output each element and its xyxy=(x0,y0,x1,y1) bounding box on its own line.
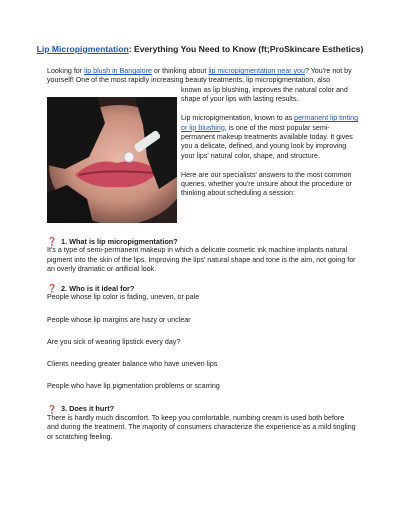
intro-paragraph xyxy=(47,67,355,86)
question-title: 1. What is lip micropigmentation? xyxy=(60,237,178,246)
right-paragraph-3: Here are our specialists' answers to the most common queries, whether you're unsure about the procedure or thinking about scheduling a session: xyxy=(181,170,352,198)
list-item: Are you sick of wearing lipstick every day? xyxy=(47,337,181,346)
answer-text: It's a type of semi-permanent makeup in which a delicate cosmetic ink machine implants natural pigment into the skin of the lips. Improving the lips' natural shape and tone is the aim, not going for an overly dramatic or artificial look. xyxy=(47,246,356,274)
right-paragraph-2 xyxy=(181,114,361,161)
question-heading xyxy=(47,237,357,246)
list-item: People whose lip margins are hazy or unclear xyxy=(47,315,191,324)
list-item: People who have lip pigmentation problems or scarring xyxy=(47,382,220,391)
right-paragraph-1: known as lip blushing, improves the natural color and shape of your lips with lasting results. xyxy=(181,86,348,104)
faq-item-1 xyxy=(47,237,357,275)
question-title: 2. Who is it ideal for? xyxy=(60,284,135,294)
permanent-lip-tinting-link[interactable]: permanent lip tinting or lip blushing xyxy=(181,114,359,132)
question-heading xyxy=(47,284,357,293)
list-item: Clients needing greater balance who have uneven lips xyxy=(47,360,218,369)
question-heading xyxy=(47,404,357,413)
faq-item-3 xyxy=(47,404,357,442)
faq-section xyxy=(47,237,357,451)
procedure-photo xyxy=(47,97,177,223)
list-item: People whose lip color is fading, uneven, or pale xyxy=(47,293,200,302)
intro-text-3: ? You're not by yourself! One of the most rapidly increasing beauty treatments, lip micropigmentation, also xyxy=(47,67,352,85)
title-link[interactable]: Lip Micropigmentation xyxy=(36,44,129,54)
intro-text-2: or thinking about xyxy=(151,67,209,75)
faq-item-2 xyxy=(47,284,357,392)
lip-blush-bangalore-link[interactable]: lip blush in Bangalore xyxy=(84,67,152,75)
right-p2-text-a: Lip micropigmentation, known to as xyxy=(181,114,295,123)
right-column xyxy=(181,86,361,208)
right-p2-text-b: , is one of the most popular semi-permanent makeup treatments available today. It gives you a delicate, defined, and young look by improving your lips' natural color, shape, and structure. xyxy=(181,123,353,160)
page-title xyxy=(0,44,400,54)
question-title: 3. Does it hurt? xyxy=(60,404,115,414)
title-text: : Everything You Need to Know (ft;ProSkincare Esthetics) xyxy=(128,44,364,54)
answer-text: There is hardly much discomfort. To keep you comfortable, numbing cream is used both before and during the treatment. The majority of consumers characterize the experience as a mild tingling or scratching feeling. xyxy=(47,413,356,441)
intro-text-1: Looking for xyxy=(47,67,85,75)
question-mark-icon: ❓ xyxy=(47,284,57,294)
question-mark-icon: ❓ xyxy=(47,237,57,247)
question-mark-icon: ❓ xyxy=(47,404,57,414)
lip-micropigmentation-near-you-link[interactable]: lip micropigmentation near you xyxy=(208,67,305,75)
